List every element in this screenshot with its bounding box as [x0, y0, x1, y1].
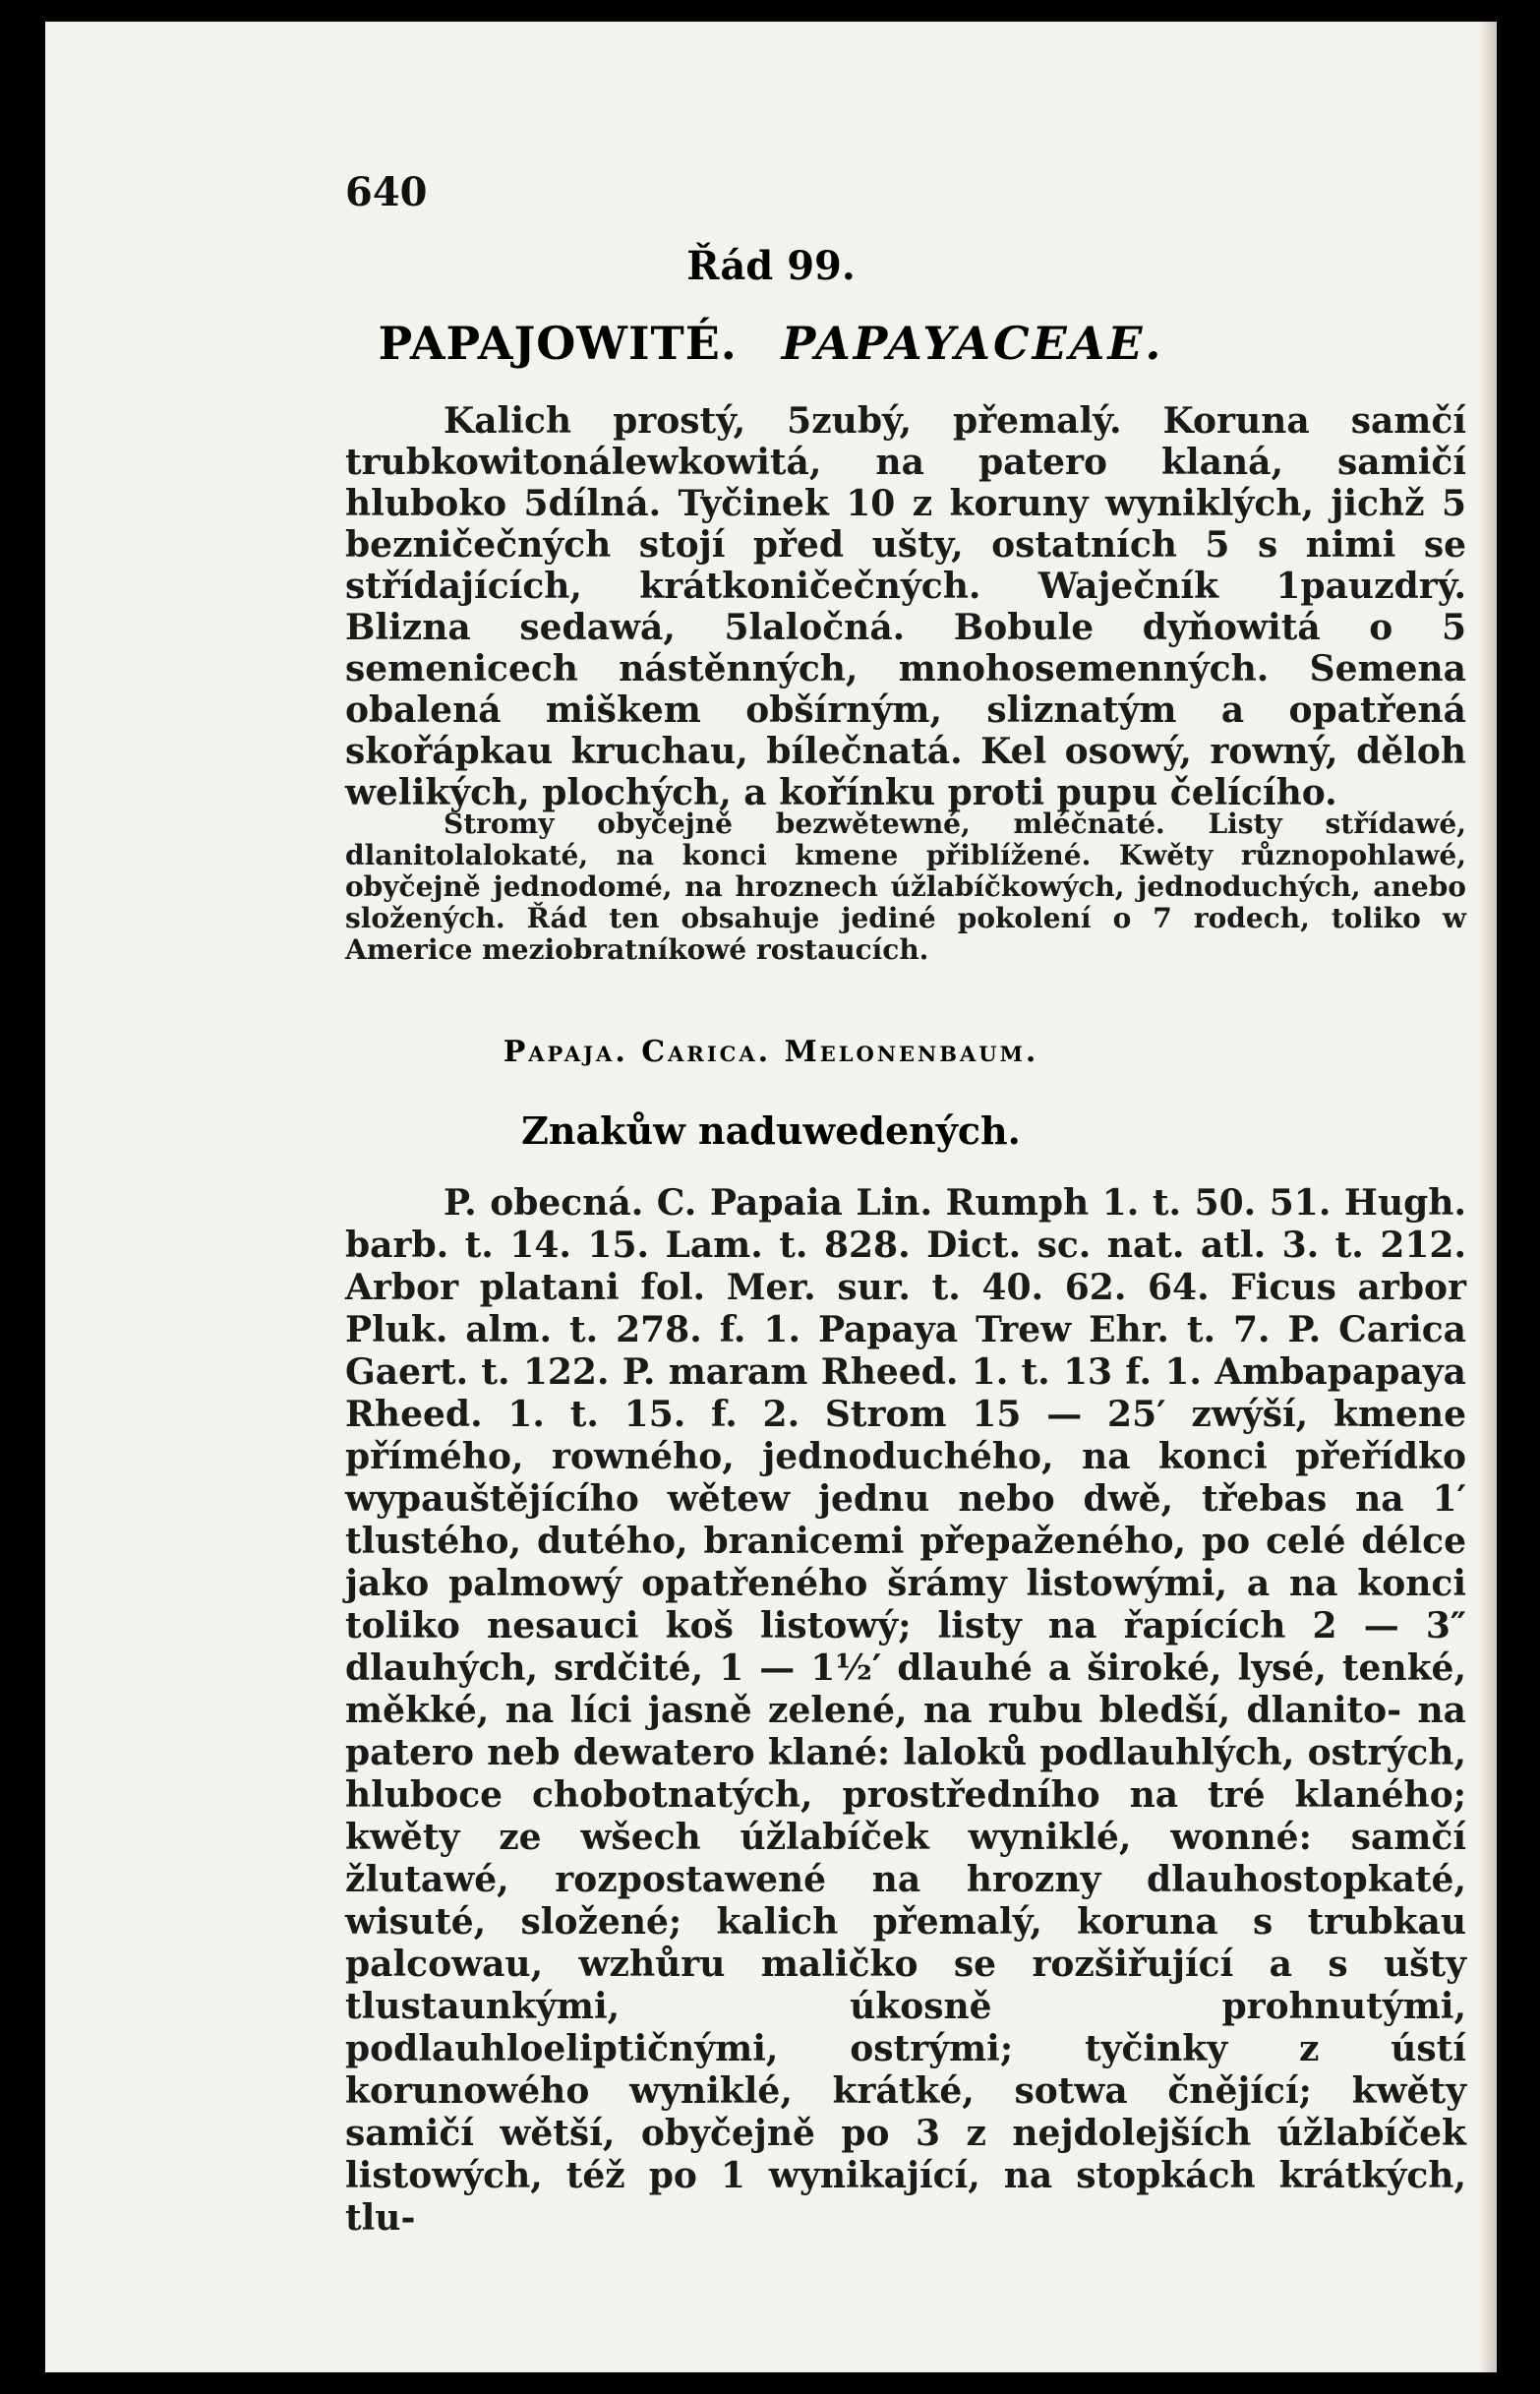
family-notes: Stromy obyčejně bezwětewné, mléčnaté. Listy střídawé, dlanitolalokaté, na konci kmene přiblížené. Kwěty různopohlawé, obyčejně jednodomé, na hroznech úžlabíčkowých, jednoduchých, anebo složených. Řád ten obsahuje jediné pokolení o 7 rodech, toliko w Americe meziobratníkowé rostaucích. [345, 808, 1466, 966]
page-edge [1479, 22, 1497, 2372]
family-heading [45, 317, 1497, 370]
family-latin-name: PAPAYACEAE. [781, 317, 1164, 370]
family-czech-name: PAPAJOWITÉ. [378, 317, 738, 370]
genus-heading: Papaja. Carica. Melonenbaum. [503, 1035, 1039, 1069]
book-page [45, 22, 1497, 2372]
family-description: Kalich prostý, 5zubý, přemalý. Koruna samčí trubkowitonálewkowitá, na patero klaná, samičí hluboko 5dílná. Tyčinek 10 z koruny wyniklých, jichž 5 bezničečných stojí před ušty, ostatních 5 s nimi se střídajících, krátkoničečných. Waječník 1pauzdrý. Blizna sedawá, 5laločná. Bobule dyňowitá o 5 semenicech nástěnných, mnohosemenných. Semena obalená miškem obšírným, sliznatým a opatřená skořápkau kruchau, bílečnatá. Kel osowý, rowný, děloh welikých, plochých, a kořínku proti pupu čelícího. [345, 400, 1466, 813]
order-heading: Řád 99. [686, 243, 856, 289]
genus-characters: Znakůw naduwedených. [521, 1108, 1021, 1153]
page-number: 640 [345, 169, 428, 215]
species-description: P. obecná. C. Papaia Lin. Rumph 1. t. 50. 51. Hugh. barb. t. 14. 15. Lam. t. 828. Dict. sc. nat. atl. 3. t. 212. Arbor platani fol. Mer. sur. t. 40. 62. 64. Ficus arbor Pluk. alm. t. 278. f. 1. Papaya Trew Ehr. t. 7. P. Carica Gaert. t. 122. P. maram Rheed. 1. t. 13 f. 1. Ambapapaya Rheed. 1. t. 15. f. 2. Strom 15 — 25′ zwýší, kmene přímého, rowného, jednoduchého, na konci přeřídko wypauštějícího wětew jednu nebo dwě, třebas na 1′ tlustého, dutého, branicemi přepaženého, po celé délce jako palmowý opatřeného šrámy listowými, a na konci toliko nesauci koš listowý; listy na řapících 2 — 3″ dlauhých, srdčité, 1 — 1½′ dlauhé a široké, lysé, tenké, měkké, na líci jasně zelené, na rubu bledší, dlanito- na patero neb dewatero klané: laloků podlauhlých, ostrých, hluboce chobotnatých, prostředního na tré klaného; kwěty ze wšech úžlabíček wyniklé, wonné: samčí žlutawé, rozpostawené na hrozny dlauhostopkaté, wisuté, složené; kalich přemalý, koruna s trubkau palcowau, wzhůru maličko se rozšiřující a s ušty tlustaunkými, úkosně prohnutými, podlauhloeliptičnými, ostrými; tyčinky z ústí korunowého wyniklé, krátké, sotwa čnějící; kwěty samičí wětší, obyčejně po 3 z nejdolejších úžlabíček listowých, též po 1 wynikající, na stopkách krátkých, tlu- [345, 1182, 1466, 2239]
